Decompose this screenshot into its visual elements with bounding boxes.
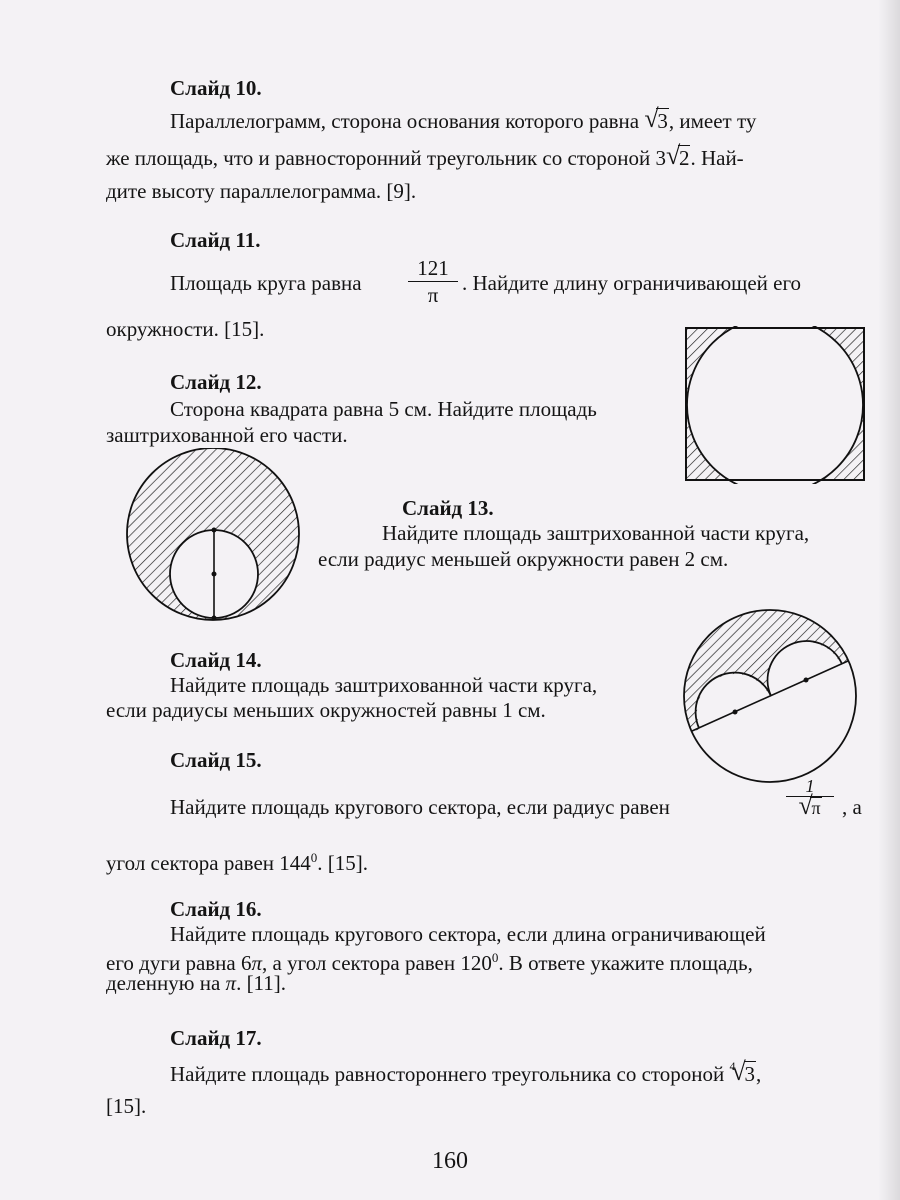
degree-superscript: 0: [491, 950, 499, 965]
root-arg: 3: [744, 1062, 756, 1086]
slide-16-text: деленную на: [106, 971, 221, 995]
slide-16-text: его дуги равна 6: [106, 951, 252, 975]
point: [212, 528, 217, 533]
square-inscribed-circle-figure: [680, 326, 872, 484]
fraction-1-over-sqrt-pi: [786, 776, 834, 819]
sqrt-arg: π: [811, 798, 821, 818]
slide-10-line-1: [170, 109, 756, 133]
slide-12-line-1: Сторона квадрата равна 5 см. Найдите площадь: [170, 397, 597, 421]
slide-10-text: , имеет ту: [668, 109, 757, 133]
slide-15-text: угол сектора равен 144: [106, 851, 311, 875]
sqrt-3: [644, 109, 669, 133]
sqrt-pi: [798, 797, 821, 819]
slide-10-text: . Най-: [690, 146, 744, 170]
circle-with-inner-circle-figure: [118, 448, 308, 624]
slide-14-line-1: Найдите площадь заштрихованной части круга,: [170, 673, 598, 697]
slide-15-title: Слайд 15.: [170, 748, 262, 772]
fourth-root-3: [729, 1059, 757, 1086]
root-index: √ 4: [729, 1059, 736, 1073]
slide-17-text: Найдите площадь равностороннего треугольника со стороной: [170, 1062, 725, 1086]
slide-15-text: . [15].: [317, 851, 369, 875]
fraction-denominator: π: [427, 283, 439, 307]
slide-15-line-1a: Найдите площадь кругового сектора, если радиус равен: [170, 795, 670, 819]
fraction-121-over-pi: [408, 255, 458, 308]
sqrt-2: [666, 146, 691, 170]
sqrt-arg: 3: [657, 109, 668, 133]
slide-17-line-2: [15].: [106, 1094, 147, 1118]
fraction-numerator: 121: [417, 256, 449, 280]
point: [212, 616, 217, 621]
hatched-corners: [686, 328, 864, 480]
fraction-numerator: 1: [805, 776, 815, 796]
slide-14-line-2: если радиусы меньших окружностей равны 1 см.: [106, 698, 546, 722]
slide-10-line-2: [106, 146, 744, 170]
slide-14-title: Слайд 14.: [170, 648, 262, 672]
slide-17-text: ,: [756, 1062, 762, 1086]
degree-superscript: 0: [310, 850, 318, 865]
slide-16-text: . [11].: [236, 971, 287, 995]
slide-10-line-3: дите высоту параллелограмма. [9].: [106, 179, 417, 203]
point: [212, 572, 217, 577]
slide-17-line-1: [170, 1059, 762, 1086]
slide-10-text: же площадь, что и равносторонний треугольник со стороной 3: [106, 146, 666, 170]
sqrt-arg: 2: [678, 146, 690, 170]
slide-10-title: Слайд 10.: [170, 76, 262, 100]
slide-16-text: . В ответе укажите площадь,: [498, 951, 753, 975]
slide-16-line-1: Найдите площадь кругового сектора, если длина ограничивающей: [170, 922, 766, 946]
circle-with-two-small-circles-figure: [682, 606, 862, 784]
slide-12-line-2: заштрихованной его части.: [106, 423, 348, 447]
slide-11-line-1b: . Найдите длину ограничивающей его: [462, 271, 802, 295]
slide-17-title: Слайд 17.: [170, 1026, 262, 1050]
fraction-denominator: [786, 797, 834, 819]
slide-13-line-1: Найдите площадь заштрихованной части круга,: [382, 521, 810, 545]
slide-10-text: Параллелограмм, сторона основания которого равна: [170, 109, 645, 133]
page-number: 160: [432, 1148, 468, 1174]
slide-13-title: Слайд 13.: [402, 496, 494, 520]
slide-16-text: , а угол сектора равен 120: [262, 951, 492, 975]
page-edge-shadow: [878, 0, 900, 1200]
slide-11-line-1a: Площадь круга равна: [170, 271, 362, 295]
slide-16-line-3: [106, 971, 286, 995]
slide-15-line-1b: , а: [842, 795, 862, 819]
pi-symbol: π: [225, 971, 237, 995]
point: [804, 678, 809, 683]
slide-12-title: Слайд 12.: [170, 370, 262, 394]
point: [733, 710, 738, 715]
slide-15-line-2: [106, 846, 368, 875]
slide-11-line-2: окружности. [15].: [106, 317, 265, 341]
pi-symbol: π: [251, 951, 263, 975]
slide-13-line-2: если радиус меньшей окружности равен 2 см.: [318, 547, 729, 571]
slide-16-title: Слайд 16.: [170, 897, 262, 921]
slide-11-title: Слайд 11.: [170, 228, 261, 252]
